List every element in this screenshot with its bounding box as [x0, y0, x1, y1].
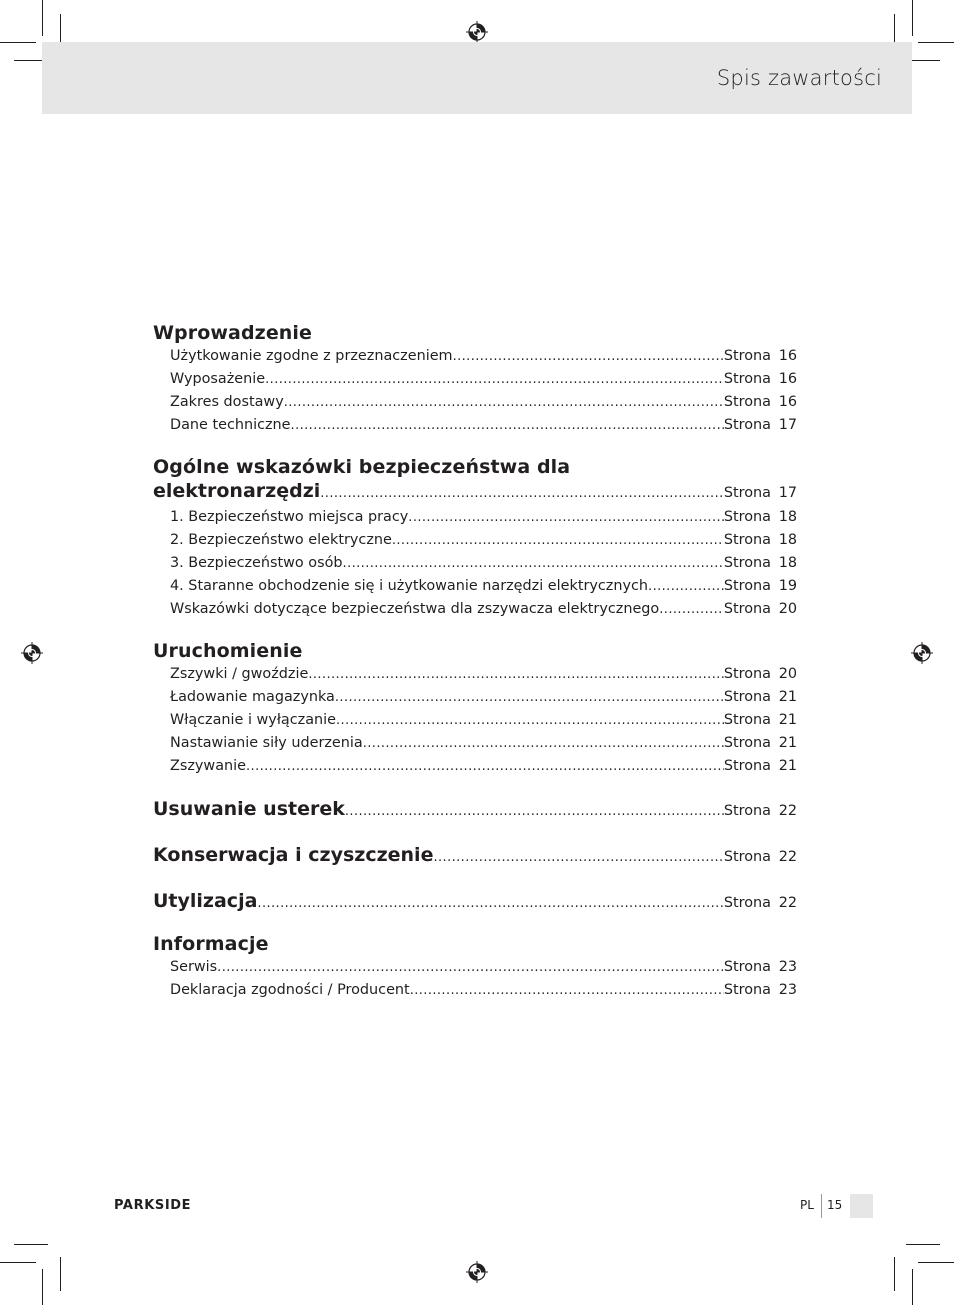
toc-page-number: 18 [778, 555, 797, 571]
toc-section-introduction [153, 322, 797, 437]
toc-page-word: Strona [723, 394, 771, 410]
toc-page-number: 23 [778, 982, 797, 998]
toc-page-word: Strona [723, 601, 771, 617]
toc-page-number: 21 [778, 712, 797, 728]
toc-entry-label: 1. Bezpieczeństwo miejsca pracy [170, 509, 409, 525]
toc-entry-label: Deklaracja zgodności / Producent [170, 982, 410, 998]
toc-page-number: 16 [778, 348, 797, 364]
toc-page-number: 21 [778, 735, 797, 751]
toc-entry[interactable] [153, 797, 797, 824]
toc-page-word: Strona [723, 982, 771, 998]
toc-leader-dots [345, 799, 724, 824]
toc-page-word: Strona [723, 509, 771, 525]
toc-leader-dots [284, 391, 724, 414]
toc-page-number: 19 [778, 578, 797, 594]
toc-page-number: 23 [778, 959, 797, 975]
toc-entry[interactable] [153, 889, 797, 916]
toc-section-title: Utylizacja [153, 890, 258, 912]
toc-leader-dots [308, 663, 724, 686]
footer-tab [850, 1194, 873, 1218]
toc-page-number: 22 [778, 803, 797, 819]
toc-page-word: Strona [723, 689, 771, 705]
toc-page-word: Strona [723, 895, 771, 911]
toc-entry-label: Zakres dostawy [170, 394, 284, 410]
toc-page-number: 18 [778, 509, 797, 525]
crop-mark [918, 42, 954, 43]
toc-page-word: Strona [723, 348, 771, 364]
crop-mark [912, 0, 913, 36]
registration-mark-icon [466, 21, 488, 43]
footer-divider [821, 1194, 822, 1218]
toc-section-title: Uruchomienie [153, 640, 303, 662]
toc-page-word: Strona [723, 417, 771, 433]
toc-entry[interactable] [153, 709, 797, 732]
toc-section-title: Informacje [153, 933, 269, 955]
toc-leader-dots [257, 891, 723, 916]
toc-page-word: Strona [723, 712, 771, 728]
toc-section-title: Wprowadzenie [153, 322, 313, 344]
toc-leader-dots [363, 732, 724, 755]
brand-logo: PARKSIDE [114, 1198, 192, 1213]
toc-entry-label: 3. Bezpieczeństwo osób [170, 555, 343, 571]
toc-entry[interactable] [153, 391, 797, 414]
toc-leader-dots [320, 481, 724, 506]
page-title: Spis zawartości [716, 66, 882, 90]
toc-page-number: 21 [778, 758, 797, 774]
toc-entry-label: Włączanie i wyłączanie [170, 712, 336, 728]
toc-leader-dots [343, 552, 724, 575]
toc-entry-label: Ładowanie magazynka [170, 689, 335, 705]
toc-entry[interactable] [153, 732, 797, 755]
toc-page-word: Strona [723, 666, 771, 682]
toc-page-word: Strona [723, 758, 771, 774]
toc-entry[interactable] [153, 506, 797, 529]
crop-mark [912, 1269, 913, 1305]
toc-leader-dots [410, 979, 724, 1002]
toc-entry[interactable] [153, 956, 797, 979]
toc-section-troubleshooting [153, 797, 797, 824]
toc-page-number: 18 [778, 532, 797, 548]
language-code: PL [800, 1198, 814, 1212]
toc-entry[interactable] [153, 686, 797, 709]
toc-leader-dots [246, 755, 724, 778]
toc-page-number: 20 [778, 601, 797, 617]
toc-entry-label: Zszywki / gwoździe [170, 666, 309, 682]
toc-page-word: Strona [723, 849, 771, 865]
crop-mark [918, 1262, 954, 1263]
toc-page-word: Strona [723, 803, 771, 819]
toc-page-number: 16 [778, 371, 797, 387]
toc-page-number: 20 [778, 666, 797, 682]
toc-entry[interactable] [153, 414, 797, 437]
toc-leader-dots [265, 368, 724, 391]
toc-leader-dots [335, 686, 724, 709]
toc-leader-dots [291, 414, 724, 437]
crop-mark [0, 1262, 36, 1263]
toc-page-word: Strona [723, 555, 771, 571]
registration-mark-icon [911, 642, 933, 664]
toc-section-title: Konserwacja i czyszczenie [153, 844, 434, 866]
toc-section-safety [153, 456, 797, 621]
crop-mark [14, 1244, 48, 1245]
toc-leader-dots [408, 506, 724, 529]
toc-section-title: Usuwanie usterek [153, 798, 345, 820]
toc-section-title: elektronarzędzi [153, 480, 321, 502]
crop-mark [0, 42, 36, 43]
toc-page-word: Strona [723, 578, 771, 594]
toc-entry[interactable] [153, 575, 797, 598]
toc-entry-label: Zszywanie [170, 758, 246, 774]
toc-page-number: 21 [778, 689, 797, 705]
toc-entry-label: Wyposażenie [170, 371, 266, 387]
toc-page-word: Strona [723, 485, 771, 501]
toc-page-number: 16 [778, 394, 797, 410]
toc-section-information [153, 933, 797, 1002]
toc-entry[interactable] [153, 345, 797, 368]
toc-entry-label: Dane techniczne [170, 417, 291, 433]
toc-page-number: 22 [778, 895, 797, 911]
toc-entry-label: 2. Bezpieczeństwo elektryczne [170, 532, 392, 548]
crop-mark [894, 1257, 895, 1291]
crop-mark [906, 1244, 940, 1245]
table-of-contents [153, 322, 797, 1013]
toc-leader-dots [659, 598, 724, 621]
toc-page-word: Strona [723, 959, 771, 975]
toc-page-word: Strona [723, 532, 771, 548]
toc-entry[interactable] [153, 529, 797, 552]
toc-leader-dots [392, 529, 724, 552]
toc-page-word: Strona [723, 371, 771, 387]
toc-entry-label: Wskazówki dotyczące bezpieczeństwa dla zszywacza elektrycznego [170, 601, 660, 617]
crop-mark [60, 1257, 61, 1291]
toc-page-word: Strona [723, 735, 771, 751]
toc-entry[interactable] [153, 979, 797, 1002]
toc-section-startup [153, 640, 797, 778]
toc-leader-dots [433, 845, 723, 870]
toc-entry-label: Użytkowanie zgodne z przeznaczeniem [170, 348, 453, 364]
crop-mark [42, 0, 43, 36]
toc-entry[interactable] [153, 843, 797, 870]
toc-leader-dots [217, 956, 724, 979]
toc-page-number: 22 [778, 849, 797, 865]
toc-entry[interactable] [153, 598, 797, 621]
page-number: 15 [827, 1198, 843, 1212]
registration-mark-icon [21, 642, 43, 664]
toc-entry-label: Serwis [170, 959, 218, 975]
toc-entry[interactable] [153, 552, 797, 575]
toc-entry[interactable] [153, 368, 797, 391]
toc-leader-dots [648, 575, 724, 598]
crop-mark [42, 1269, 43, 1305]
toc-section-disposal [153, 889, 797, 916]
toc-entry[interactable] [153, 663, 797, 686]
toc-section-title: Ogólne wskazówki bezpieczeństwa dla [153, 456, 571, 478]
toc-leader-dots [453, 345, 724, 368]
toc-entry-label: Nastawianie siły uderzenia [170, 735, 363, 751]
toc-entry[interactable] [153, 479, 797, 506]
toc-section-maintenance [153, 843, 797, 870]
toc-entry-label: 4. Staranne obchodzenie się i użytkowanie narzędzi elektrycznych [170, 578, 649, 594]
toc-entry[interactable] [153, 755, 797, 778]
toc-page-number: 17 [778, 485, 797, 501]
registration-mark-icon [466, 1261, 488, 1283]
toc-page-number: 17 [778, 417, 797, 433]
toc-leader-dots [336, 709, 724, 732]
